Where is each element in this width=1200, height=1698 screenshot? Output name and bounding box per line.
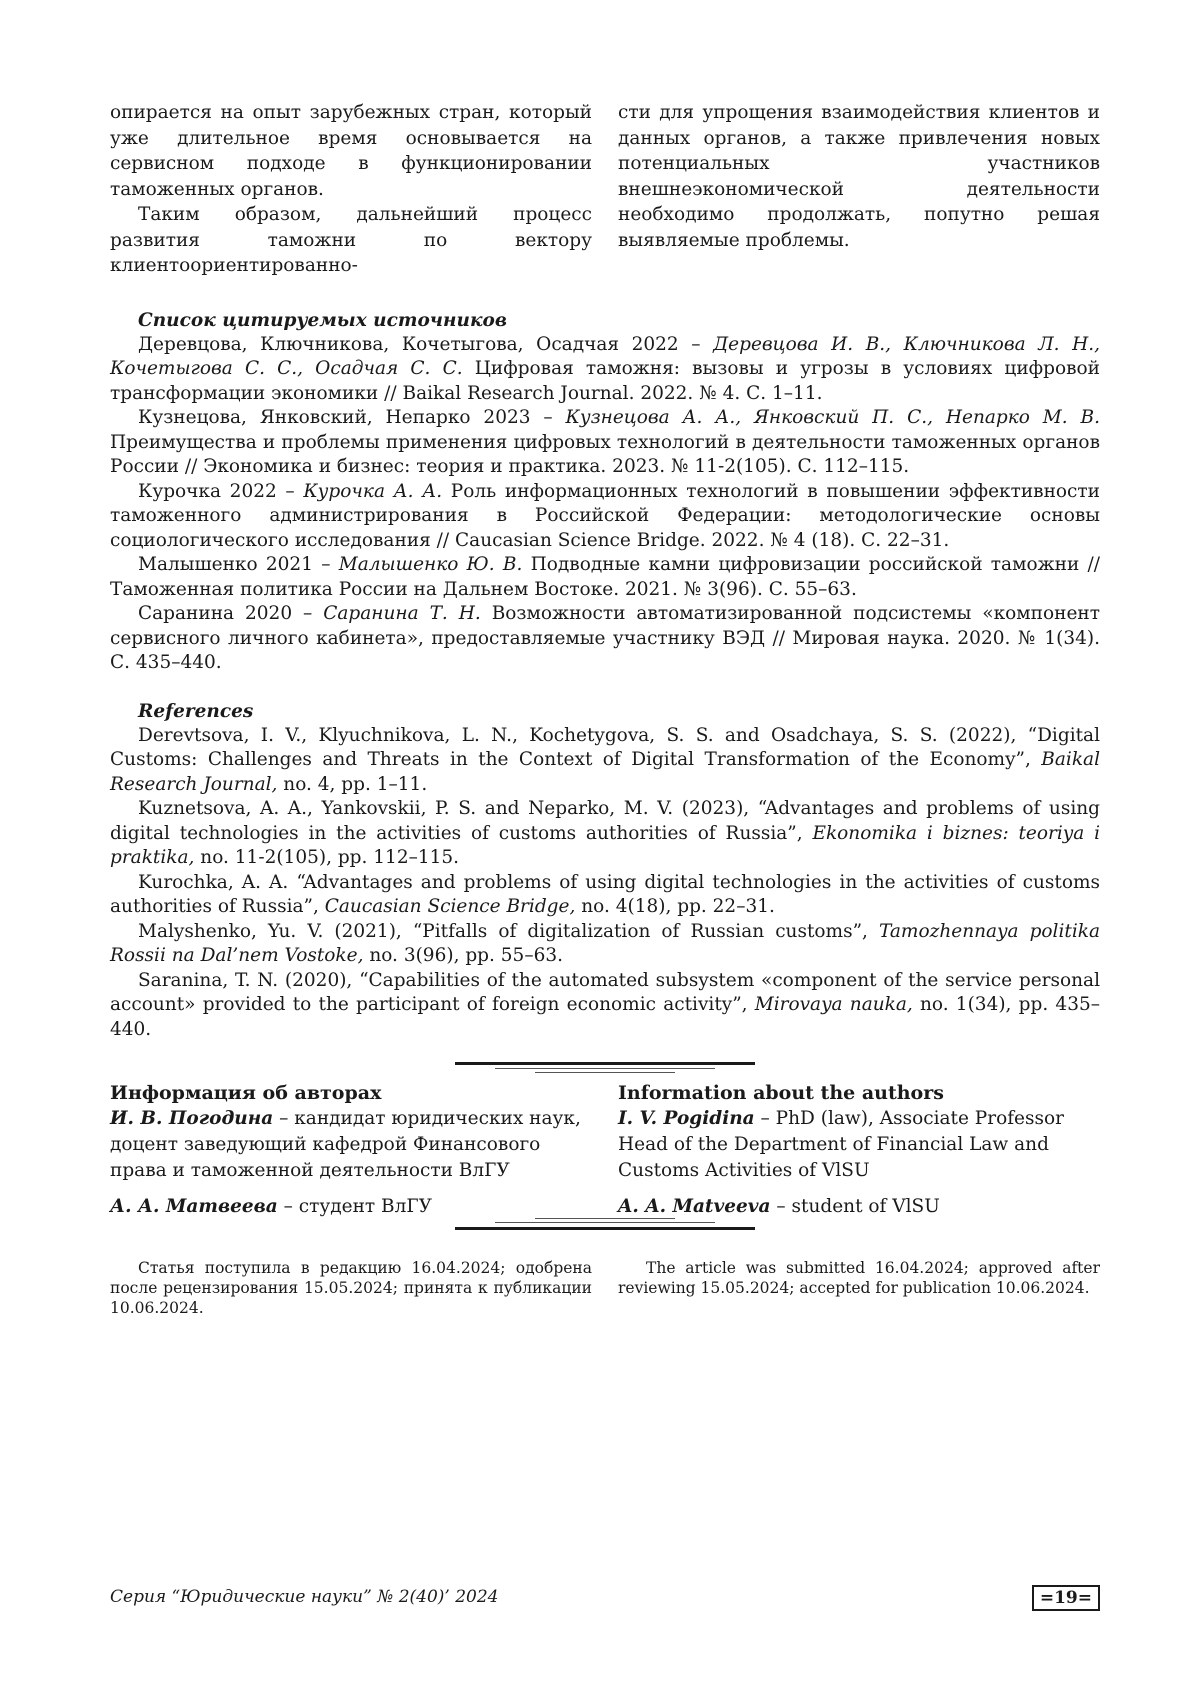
author-entry bbox=[618, 1106, 1100, 1184]
body-paragraph: опирается на опыт зарубежных стран, который уже длительное время основывается на сервисном подходе в функционировании таможенных органов. bbox=[110, 102, 592, 200]
divider-line bbox=[535, 1218, 675, 1219]
author-entry bbox=[110, 1194, 592, 1220]
authors-en-title: Information about the authors bbox=[618, 1082, 944, 1104]
author-description: – student of VlSU bbox=[770, 1196, 940, 1217]
body-column-left bbox=[110, 100, 592, 279]
source-authors: Курочка А. А. bbox=[303, 480, 443, 502]
sources-section bbox=[110, 309, 1100, 676]
author-name: А. А. Матвеева bbox=[110, 1196, 278, 1217]
authors-ru-title: Информация об авторах bbox=[110, 1082, 382, 1104]
source-item bbox=[110, 553, 1100, 602]
submission-note-text: The article was submitted 16.04.2024; approved after reviewing 15.05.2024; accepted for publication 10.06.2024. bbox=[618, 1259, 1100, 1297]
reference-journal: Ekonomika i biznes: teoriya i praktika, bbox=[110, 822, 1100, 868]
authors-en bbox=[618, 1080, 1100, 1220]
source-authors: Деревцова И. В., Ключникова Л. Н., Кочетыгова С. С., Осадчая С. С. bbox=[110, 333, 1100, 379]
source-rest: Преимущества и проблемы применения цифровых технологий в деятельности таможенных органов России // Экономика и бизнес: теория и практика. 2023. № 11-2(105). С. 112–115. bbox=[110, 431, 1100, 477]
source-item bbox=[110, 602, 1100, 676]
sources-title: Список цитируемых источников bbox=[138, 309, 507, 331]
reference-issue: no. 4(18), pp. 22–31. bbox=[575, 896, 775, 917]
submission-notes bbox=[110, 1258, 1100, 1318]
author-description: – студент ВлГУ bbox=[277, 1196, 433, 1217]
authors-divider-bottom bbox=[455, 1218, 755, 1236]
submission-note-ru bbox=[110, 1258, 592, 1318]
source-item bbox=[110, 406, 1100, 480]
page-number: =19= bbox=[1032, 1585, 1100, 1611]
article-page bbox=[110, 100, 1100, 1318]
submission-note-text: Статья поступила в редакцию 16.04.2024; одобрена после рецензирования 15.05.2024; принята к публикации 10.06.2024. bbox=[110, 1259, 592, 1317]
reference-text: Malyshenko, Yu. V. (2021), “Pitfalls of digitalization of Russian customs”, bbox=[138, 920, 879, 942]
divider-line bbox=[455, 1227, 755, 1230]
source-lead: Деревцова, Ключникова, Кочетыгова, Осадчая 2022 – bbox=[138, 333, 714, 355]
references-title: References bbox=[138, 700, 254, 722]
author-name: A. A. Matveeva bbox=[618, 1196, 771, 1217]
authors-info bbox=[110, 1080, 1100, 1220]
source-authors: Кузнецова А. А., Янковский П. С., Непарко М. В. bbox=[565, 407, 1100, 428]
source-item bbox=[110, 333, 1100, 407]
author-description: – PhD (law), Associate Professor Head of the Department of Financial Law and Customs Activities of VlSU bbox=[618, 1108, 1064, 1181]
reference-issue: no. 3(96), pp. 55–63. bbox=[363, 945, 563, 966]
source-lead: Курочка 2022 – bbox=[138, 480, 304, 502]
reference-journal: Baikal Research Journal, bbox=[110, 749, 1100, 795]
divider-line bbox=[495, 1068, 715, 1069]
reference-text: Derevtsova, I. V., Klyuchnikova, L. N., Kochetygova, S. S. and Osadchaya, S. S. (2022), “Digital Customs: Challenges and Threats in the Context of Digital Transformation of the Economy”, bbox=[110, 724, 1100, 770]
reference-item bbox=[110, 969, 1100, 1043]
reference-item bbox=[110, 724, 1100, 798]
authors-divider-top bbox=[455, 1062, 755, 1080]
author-description: – кандидат юридических наук, доцент заведующий кафедрой Финансового права и таможенной деятельности ВлГУ bbox=[110, 1108, 581, 1181]
sources-list bbox=[110, 333, 1100, 676]
source-authors: Саранина Т. Н. bbox=[323, 603, 481, 624]
body-text-columns bbox=[110, 100, 1100, 279]
author-entry bbox=[618, 1194, 1100, 1220]
journal-series: Серия “Юридические науки” № 2(40)’ 2024 bbox=[110, 1587, 499, 1607]
reference-journal: Tamozhennaya politika Rossii na Dal’nem Vostoke, bbox=[110, 920, 1100, 966]
references-list bbox=[110, 724, 1100, 1043]
reference-issue: no. 4, pp. 1–11. bbox=[277, 773, 428, 795]
reference-issue: no. 1(34), pp. 435–440. bbox=[110, 994, 1100, 1040]
author-name: И. В. Погодина bbox=[110, 1108, 274, 1129]
author-entry bbox=[110, 1106, 592, 1184]
reference-item bbox=[110, 920, 1100, 969]
page-footer bbox=[110, 1585, 1100, 1613]
source-lead: Саранина 2020 – bbox=[138, 603, 324, 624]
divider-line bbox=[495, 1222, 715, 1223]
reference-item bbox=[110, 871, 1100, 920]
source-rest: Цифровая таможня: вызовы и угрозы в условиях цифровой трансформации экономики // Baikal Research Journal. 2022. № 4. С. 1–11. bbox=[110, 358, 1100, 404]
references-section bbox=[110, 700, 1100, 1043]
reference-text: Kurochka, A. A. “Advantages and problems of using digital technologies in the activities of customs authorities of Russia”, bbox=[110, 871, 1100, 917]
source-lead: Малышенко 2021 – bbox=[138, 554, 339, 575]
reference-text: Kuznetsova, A. A., Yankovskii, P. S. and Neparko, M. V. (2023), “Advantages and problems of using digital technologies in the activities of customs authorities of Russia”, bbox=[110, 798, 1100, 844]
reference-issue: no. 11-2(105), pp. 112–115. bbox=[194, 847, 460, 868]
divider-line bbox=[455, 1062, 755, 1065]
submission-note-en bbox=[618, 1258, 1100, 1318]
reference-item bbox=[110, 797, 1100, 871]
reference-journal: Mirovaya nauka, bbox=[754, 994, 913, 1015]
body-column-right bbox=[618, 100, 1100, 279]
source-item bbox=[110, 480, 1100, 554]
source-rest: Возможности автоматизированной подсистемы «компонент сервисного личного кабинета», предоставляемые участнику ВЭД // Мировая наука. 2020. № 1(34). С. 435–440. bbox=[110, 603, 1100, 673]
reference-journal: Caucasian Science Bridge, bbox=[324, 896, 576, 917]
authors-ru bbox=[110, 1080, 592, 1220]
source-rest: Роль информационных технологий в повышении эффективности таможенного администрирования в Российской Федерации: методологические основы социологического исследования // Caucasian Science Bridge. 2022. № 4 (18). С. 22–31. bbox=[110, 480, 1100, 551]
author-name: I. V. Pogidina bbox=[618, 1108, 755, 1129]
divider-line bbox=[535, 1072, 675, 1073]
source-lead: Кузнецова, Янковский, Непарко 2023 – bbox=[138, 407, 566, 428]
reference-text: Saranina, T. N. (2020), “Capabilities of the automated subsystem «component of the service personal account» provided to the participant of foreign economic activity”, bbox=[110, 969, 1100, 1015]
source-authors: Малышенко Ю. В. bbox=[338, 554, 523, 575]
source-rest: Подводные камни цифровизации российской таможни // Таможенная политика России на Дальнем Востоке. 2021. № 3(96). С. 55–63. bbox=[110, 554, 1100, 600]
body-paragraph: Таким образом, дальнейший процесс развития таможни по вектору клиентоориентированно- bbox=[110, 204, 592, 276]
body-paragraph: сти для упрощения взаимодействия клиентов и данных органов, а также привлечения новых потенциальных участников внешнеэкономической деятельности необходимо продолжать, попутно решая выявляемые проблемы. bbox=[618, 102, 1100, 251]
